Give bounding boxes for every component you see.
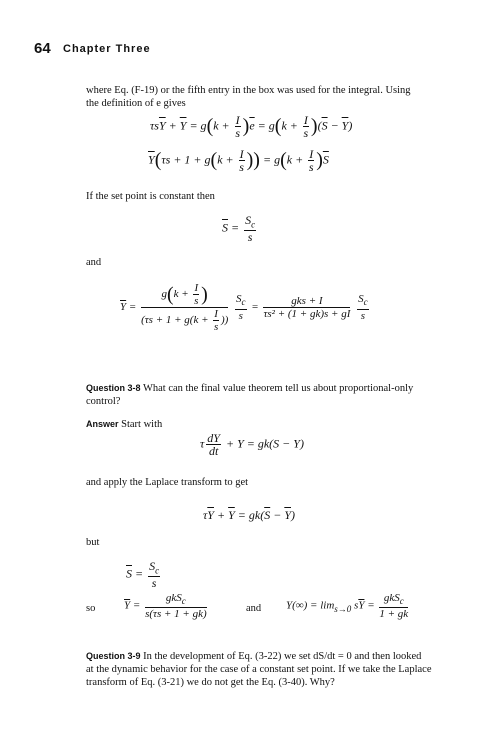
constant-setpoint-text: If the set point is constant then — [86, 191, 215, 202]
equation-3: $\overline{S}$ = $\frac{S_c}{s}$ — [222, 213, 256, 245]
intro-paragraph — [86, 84, 436, 110]
answer-label: Answer — [86, 419, 119, 429]
question-line-2: control? — [86, 396, 121, 407]
chapter-title: Chapter Three — [63, 43, 151, 55]
equation-1: $\tau s\overline{Y} + \overline{Y} = g(k$ + $\frac{I}{s}$ )$\overline{e} = g(k$ + $\frac{I}{s}$ )$(\overline{S} - \overline{Y})$ — [150, 113, 353, 140]
question-line-1: In the development of Eq. (3-22) we set dS/dt = 0 and then looked — [143, 651, 422, 662]
question-line-1: What can the final value theorem tell us about proportional-only — [142, 383, 414, 394]
question-line-3: transform of Eq. (3-21) we do not get the Eq. (3-40). Why? — [86, 677, 335, 688]
question-line-2: at the dynamic behavior for the case of a constant set point. If we take the Laplace — [86, 664, 432, 675]
and-text: and — [86, 257, 102, 268]
question-label: Question 3-9 — [86, 651, 141, 661]
equation-7: $\overline{S}$ = $\frac{S_c}{s}$ — [126, 559, 160, 591]
answer-text: Start with — [121, 419, 163, 430]
intro-line-2: the definition of e gives — [86, 98, 186, 109]
question-3-8 — [86, 382, 436, 408]
equation-8-right: $Y(\infty) = \lim_{s\to 0} s\overline{Y}$ = $\frac{gkS_c}{1 + gk}$ — [286, 592, 409, 621]
question-label: Question 3-8 — [86, 383, 141, 393]
intro-line-1: where Eq. (F-19) or the fifth entry in the box was used for the integral. Using — [86, 85, 411, 96]
equation-2: $\overline{Y}(\tau s + 1 + g(k$ + $\frac{I}{s}$ )) = g(k + $\frac{I}{s}$ )$\overline{S}$ — [148, 147, 329, 174]
equation-6: $\tau\overline{Y} + \overline{Y} = gk(\overline{S} - \overline{Y})$ — [203, 508, 295, 522]
equation-8-left: $\overline{Y}$ = $\frac{gkS_c}{s(\tau s + 1 + gk)}$ — [124, 592, 207, 621]
question-3-9 — [86, 650, 446, 689]
and-label: and — [246, 603, 262, 614]
equation-4: $\overline{Y}$ = g(k + $\frac{I}{s}$ ) (τs + 1 + g(k + $\frac{I}{s}$ )) $\frac{S_c}{s}$ = $\frac{\text{gks + I}}{\text{τs² + (1 + gk)s + gI}}$ $\frac{S_c}{s}$ — [120, 282, 368, 333]
so-label: so — [86, 603, 96, 614]
but-text: but — [86, 537, 100, 548]
answer — [86, 418, 162, 431]
laplace-text: and apply the Laplace transform to get — [86, 477, 249, 488]
equation-5: τ $\frac{dY}{dt}$ + Y = gk(S − Y) — [200, 431, 304, 458]
page-number: 64 — [34, 40, 51, 57]
